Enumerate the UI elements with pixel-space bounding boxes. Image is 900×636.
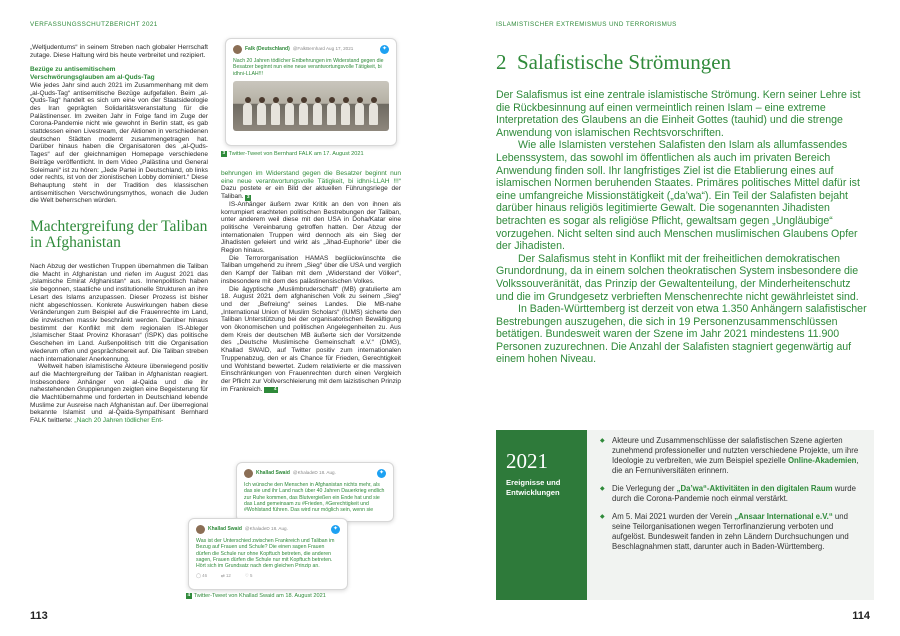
caption-text: Twitter-Tweet von Khallad Swaid am 18. August 2021 (193, 593, 326, 599)
avatar (233, 45, 242, 54)
tweet-text: Was ist der Unterschied zwischen Frankreich und Taliban im Bezug auf Frauen und Schule? Die einen sagen Frauen dürfen die Schule nur ohne Kopftuch betreten, die anderen sagen, Frauen dürfen die Schule nur mit Kopftuch betreten. Hört sich im Grundsatz nach dem gleichen Prinzip an. (196, 538, 335, 570)
events-box (496, 430, 874, 600)
col1-subhead (30, 66, 208, 81)
taliban-group-photo (233, 81, 389, 131)
events-year: 2021 (506, 449, 548, 473)
tweet-author-name: Khallad Swaid (208, 526, 242, 533)
events-list-item (600, 484, 868, 504)
events-list-item (600, 512, 868, 552)
tweet-like-action (245, 573, 253, 579)
tweet-swaid-1-header (244, 469, 386, 478)
tweet-author-handle: @FalkBernhard Aug 17, 2021 (292, 46, 354, 52)
item-text-tail: , die an Fernuniversitäten erinnern. (612, 456, 859, 475)
col1-heading-line2: in Afghanistan (30, 234, 121, 252)
item-highlight: Online-Akademien (787, 456, 857, 465)
left-running-header: VERFASSUNGSSCHUTZBERICHT 2021 (30, 21, 158, 28)
col1-para-reactions (30, 363, 208, 425)
twitter-bird-icon: ✦ (378, 470, 385, 476)
tweet-author-handle: @KhaladeD 18. Aug. (292, 470, 336, 476)
item-text: Die Verlegung der (612, 484, 675, 493)
col2-quote-text: behrungen im Widerstand gegen die Besatzer beginnt nun eine neue verantwortungsvolle Tätigkeit, bi idhni-LLAH !!!“ (221, 170, 401, 185)
col1-quote-start: „Nach 20 Jahren tödlicher Ent- (74, 417, 164, 425)
col2-after-quote: Dazu postete er ein Bild der aktuellen Führungsriege der Taliban. (221, 185, 401, 201)
col2-para-mb (221, 286, 401, 394)
events-list (600, 436, 868, 560)
right-page-number: 114 (852, 610, 870, 622)
figure-ref-badge: 3 (246, 194, 250, 200)
col1-para-quds: Wie jedes Jahr sind auch 2021 im Zusammenhang mit dem „al-Quds-Tag“ antisemitische Bezüge aufgefallen. Beim „al-Quds-Tag“ handelt es sich um eine von der Staatsideologie des Iran geprägten Solidaritätsveranstaltung für die Palästinenser. Im zweiten Jahr in Folge fand im Zuge der Corona-Pandemie nicht wie gewohnt in Berlin statt, es gab stattdessen einen Livestream, der Aktionen in verschiedenen deutschen Städten modernt zusammengetragen hat. Darüber hinaus haben die Organisatoren des „al-Quds-Tages“ auf der gleichnamigen Homepage verschiedene Beiträge veröffentlicht. In dem Video „Palästina und General Soleimani“ ist zu hören: „Jede Partei in Deutschland, ob links oder rechts, ist von der zionistischen Lobby dominiert.“ Diese Behauptung steht in der Tradition des klassischen antisemitischen Verschwörungsmythos, wonach die Juden die Welt beherrschen würden. (30, 81, 208, 205)
right-para-3: Der Salafismus steht in Konflikt mit der freiheitlichen demokratischen Grundordnung, da in einem solchen theokratischen System insbesondere die Volkssouveränität, das Prinzip der Gewaltenteilung, der Minderheitenschutz und die im Grundgesetz verbrieften Menschenrechte nicht gewährleistet sind. (496, 252, 859, 303)
figure-caption-3 (221, 151, 364, 157)
tweet-text: Nach 20 Jahren tödlicher Entbehrungen im Widerstand gegen die Besatzer beginnt nun eine neue verantwortungsvolle Tätigkeit, bi idhni-LLAH!!! (233, 58, 384, 77)
avatar (196, 525, 205, 534)
tweet-falk-header (233, 45, 389, 54)
tweet-reply-action (196, 573, 207, 579)
figure-number-badge: 4 (187, 593, 191, 598)
tweet-actions (196, 573, 340, 579)
item-text-tail: wurde durch die Corona-Pandemie noch einmal verstärkt. (612, 484, 856, 503)
events-list-item (600, 436, 868, 476)
tweet-author-name: Falk (Deutschland) (245, 46, 290, 53)
tweet-text: Ich wünsche den Menschen in Afghanistan nichts mehr, als das sie und ihr Land nach über 40 Jahren Dauerkrieg endlich zur Ruhe kommen, das Blutvergießen ein Ende hat und sie das Land gemeinsam zu #Frieden, #Gerechtigkeit und #Wohlstand führen. Das wird nur möglich sein, wenn sie (244, 482, 385, 514)
right-para-4: In Baden-Württemberg ist derzeit von etwa 1.350 Anhängern salafistischer Bestrebungen auszugehen, die sich in 19 Personenzusammenschlüssen betätigen. Bundesweit waren der Szene im Jahr 2021 mindestens 11.900 Personen zuzurechnen. Die Anzahl der Salafisten stagniert gegenwärtig auf einem hohen Niveau. (496, 303, 867, 366)
events-box-label (496, 430, 587, 600)
twitter-bird-icon: ✦ (332, 526, 339, 532)
col2-quote-cont (221, 170, 401, 201)
left-page-number: 113 (30, 610, 48, 622)
col1-para-reactions-text: Weltweit haben islamistische Akteure überwiegend positiv auf die Machtergreifung der Taliban in Afghanistan reagiert. Insbesondere Anhänger von al-Qaida und die ihr nahestehenden Gruppierungen zeigten eine Begeisterung für die Machtübernahme und forderten in Deutschland lebende Muslime zur Ausreise nach Afghanistan auf. Der überregional bekannte Islamist und al-Qaida-Sympathisant Bernhard FALK twitterte: (30, 363, 208, 425)
col1-subhead-line2: Verschwörungsglauben am al-Quds-Tag (30, 74, 155, 82)
reply-count: 46 (202, 573, 208, 579)
heart-icon: ♡ (244, 573, 249, 579)
col1-heading-line1: Machtergreifung der Taliban (30, 218, 208, 236)
section-heading: 2 Salafistische Strömungen (496, 50, 732, 74)
tweet-swaid-2-header (196, 525, 340, 534)
tweet-swaid-2 (188, 518, 348, 590)
figure-ref-badge: 4 (264, 387, 278, 393)
retweet-icon: ⇄ (221, 573, 225, 579)
item-text: Akteure und Zusammenschlüsse der salafistischen Szene agierten zunehmend professioneller und nutzten verschiedene Projekte, um ihre Ideologie zu verbreiten, wie zum Beispiel spezielle (612, 436, 859, 465)
tweet-author-handle: @KhaladeD 18. Aug. (244, 526, 288, 532)
col1-section-heading (30, 219, 208, 251)
item-highlight: „Ansaar International e.V.“ (734, 512, 833, 521)
item-highlight: „Da’wa“-Aktivitäten in den digitalen Raum (676, 484, 833, 493)
item-text-tail: und seine Teilorganisationen wegen Terrorfinanzierung verboten und aufgelöst. Bundesweit fanden in zehn Ländern Durchsuchungen und Beschlagnahmen statt, darunter auch in Baden-Württemberg. (612, 512, 849, 551)
left-column-1 (30, 44, 208, 425)
retweet-count: 12 (225, 573, 231, 579)
col2-para-hamas: Die Terrororganisation HAMAS beglückwünschte die Taliban umgehend zu ihrem „Sieg“ über die USA und verglich den Kampf der Taliban mit dem „Widerstand der Völker“, insbesondere mit dem des palästinensischen Volkes. (221, 254, 401, 285)
right-para-1: Der Salafismus ist eine zentrale islamistische Strömung. Kern seiner Lehre ist die Rückbesinnung auf einen vermeintlich reinen Islam – eine extreme Interpretation des Glaubens an die Einheit Gottes (tauhid) und die strenge Anwendung von islamischen Rechtsvorschriften. (496, 89, 861, 139)
twitter-bird-icon: ✦ (381, 46, 388, 52)
item-text: Am 5. Mai 2021 wurden der Verein (612, 512, 733, 521)
reply-icon: ◯ (196, 573, 201, 579)
right-running-header: ISLAMISTISCHER EXTREMISMUS UND TERRORISMUS (496, 21, 677, 28)
col2-para-is: IS-Anhänger äußern zwar Kritik an den von ihnen als korrumpiert erachteten politischen Bestrebungen der Taliban, unter anderem weil diese mit den USA in Doha/Katar eine politische Vereinbarung getroffen hatten. Der Abzug der internationalen Truppen wird dennoch als ein Sieg der Jihadisten gefeiert und wirkt als „Jihad-Euphorie“ über die Region hinaus. (221, 200, 401, 255)
tweet-retweet-action (221, 573, 231, 579)
col2-para-mb-text: Die ägyptische „Muslimbruderschaft“ (MB) gratulierte am 18. August 2021 dem afghanischen Volk zu seinem „Sieg“ und der „Befreiung“ seines Landes. Die MB-nahe „International Union of Muslim Scholars“ (IUMS) sicherte den Taliban Unterstützung bei der organisatorischen Bewältigung von ökonomischen und politischen Angelegenheiten zu. Aus dem Kreis der deutschen MB äußerte sich der Vorsitzende des „Deutsche Muslimische Gemeinschaft e.V.“ (DMG), Khallad SWAID, auf Twitter positiv zum internationalen Truppenabzug, den er als Chance für Frieden, Gerechtigkeit und Wohlstand bewertet. Zudem relativierte er die massiven Einschränkungen von Frauenrechten durch einen Vergleich der Pflicht zur Vollverschleierung mit dem laizistischen Prinzip im Frankreich. (221, 285, 401, 393)
tweet-falk (225, 38, 397, 146)
like-count: 5 (250, 573, 253, 579)
col1-subhead-line1: Bezüge zu antisemitischem (30, 66, 116, 74)
right-para-2: Wie alle Islamisten verstehen Salafisten den Islam als allumfassendes Lebenssystem, das sowohl im öffentlichen als auch im privaten Bereich Anwendung finden soll. Ihr langfristiges Ziel ist die Etablierung eines auf islamischen Normen beruhenden Staates. Primäres politisches Mittel dafür ist eine umfangreiche Missionstätigkeit („da’wa“). Ein Teil der Salafisten bejaht darüber hinaus religiös legitimierte Gewalt. Die sogenannten Jihadisten betrachten es sogar als religiöse Pflicht, gewaltsam gegen „Ungläubige“ vorzugehen. Nicht selten sind auch Menschen muslimischen Glaubens Opfer der Jihadisten. (496, 139, 860, 253)
figure-caption-4 (186, 593, 326, 599)
tweet-author-name: Khallad Swaid (256, 470, 290, 477)
col1-para-taliban: Nach Abzug der westlichen Truppen übernahmen die Taliban die Macht in Afghanistan und riefen im August 2021 das „Islamische Emirat Afghanistan“ aus. Innenpolitisch haben sie begonnen, staatliche und institutionelle Strukturen an ihre Lesart des Islams anzupassen. Dieser Prozess ist bisher nicht abgeschlossen. Konkrete Auswirkungen haben diese Veränderungen zum Beispiel auf die Frauenrechte im Land, die inzwischen massiv beschränkt werden. Darüber hinaus bestimmt der Konflikt mit dem regionalen IS-Ableger „Islamischer Staat Provinz Khorasan“ (ISPK) das politische Geschehen im Land. Außenpolitisch tritt die Organisation wiederum offen und gesprächsbereit auf. Die Taliban streben nach internationaler Anerkennung. (30, 263, 208, 363)
right-body-text (496, 89, 868, 366)
col1-intro: „Weltjudentums“ in seinem Streben nach globaler Herrschaft zutage. Diese Haltung wird bis heute verbreitet und rezipiert. (30, 44, 208, 59)
tweet-swaid-1 (236, 462, 394, 522)
figure-number-badge: 3 (222, 151, 226, 156)
events-subtitle: Ereignisse und Entwicklungen (506, 478, 561, 497)
left-column-2 (221, 170, 401, 393)
caption-text: Twitter-Tweet von Bernhard FALK am 17. August 2021 (228, 151, 364, 157)
avatar (244, 469, 253, 478)
